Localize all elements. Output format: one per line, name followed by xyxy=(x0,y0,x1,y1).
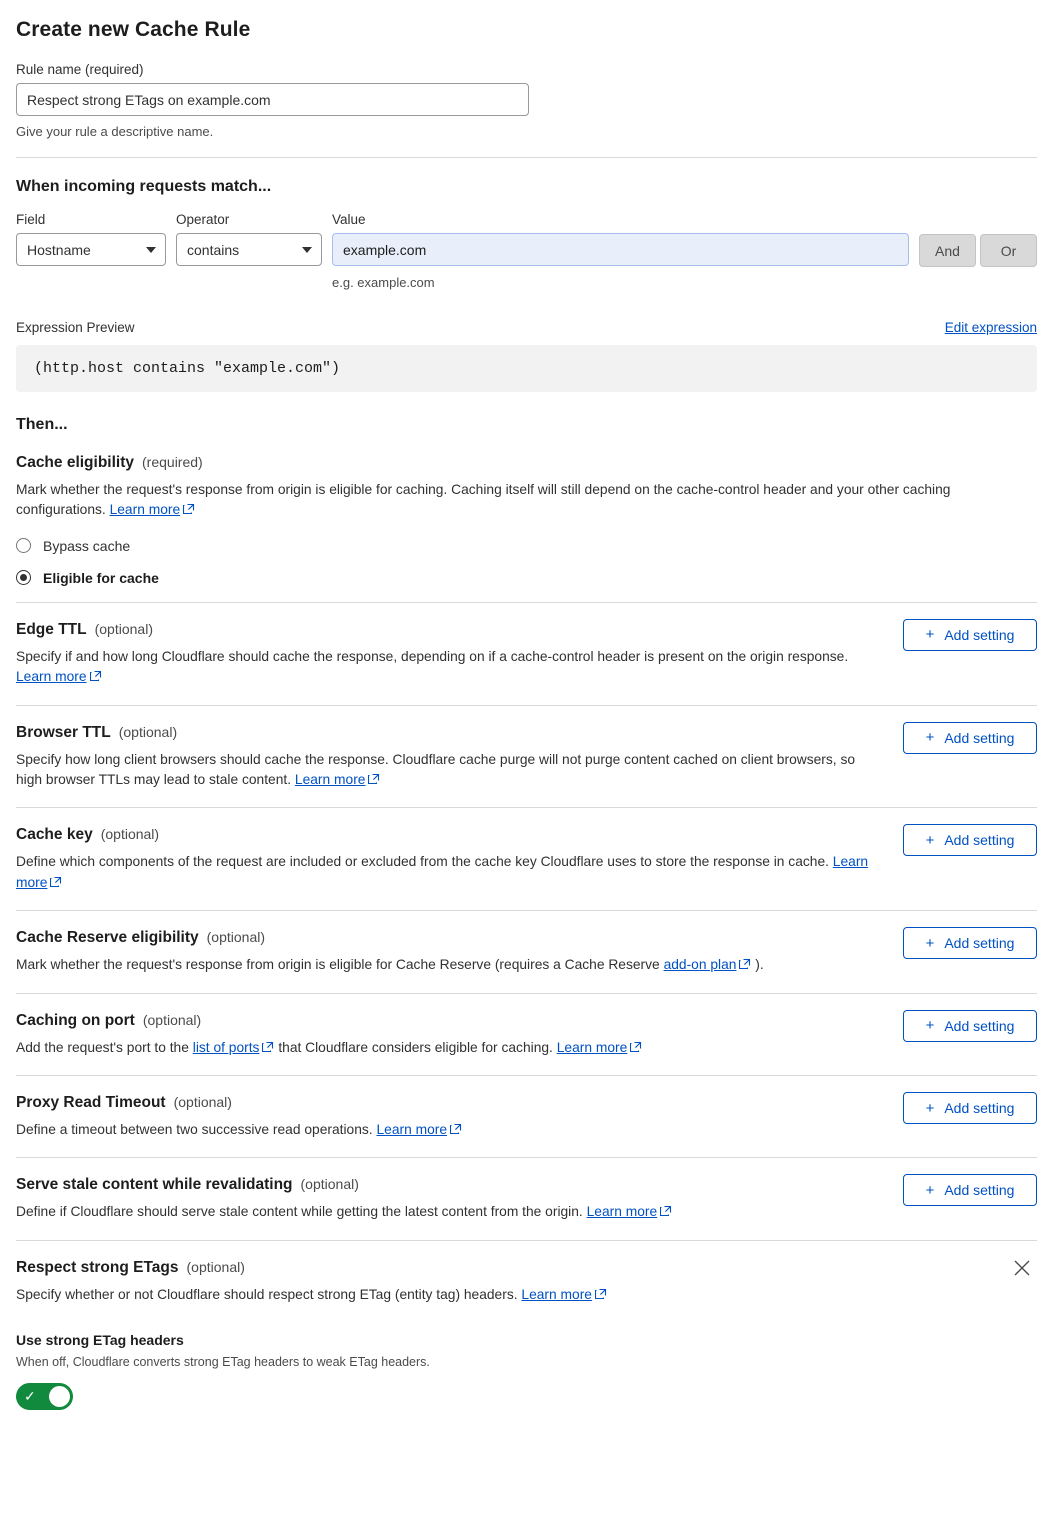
setting-respect-strong-etags xyxy=(16,1240,1037,1426)
edge-ttl-add-setting-label: Add setting xyxy=(944,626,1015,643)
browser-ttl-add-setting-button[interactable] xyxy=(903,722,1037,754)
cache-eligibility-description xyxy=(16,480,1026,522)
use-strong-etag-headers-toggle[interactable] xyxy=(16,1383,73,1410)
external-link-icon xyxy=(450,1121,462,1141)
caching-on-port-learn-more-link[interactable]: Learn more xyxy=(556,1039,628,1055)
divider-rule-name xyxy=(16,157,1037,158)
cache-eligibility-header xyxy=(16,454,1037,472)
plus-icon: + xyxy=(925,729,935,747)
radio-bypass-cache-label: Bypass cache xyxy=(43,537,131,554)
cache-reserve-description-text: Mark whether the request's response from origin is eligible for Cache Reserve (requires a Cache Reserve xyxy=(16,957,660,973)
edge-ttl-description xyxy=(16,647,876,689)
expression-preview-label: Expression Preview xyxy=(16,320,135,335)
caching-on-port-add-setting-button[interactable] xyxy=(903,1010,1037,1042)
browser-ttl-optional-tag: (optional) xyxy=(118,723,178,740)
cache-key-title: Cache key xyxy=(16,826,93,844)
rule-name-label: Rule name (required) xyxy=(16,62,144,77)
proxy-read-timeout-title: Proxy Read Timeout xyxy=(16,1094,166,1112)
match-row xyxy=(16,212,1037,290)
operator-label: Operator xyxy=(176,212,230,227)
edge-ttl-optional-tag: (optional) xyxy=(94,620,153,637)
value-label: Value xyxy=(332,212,366,227)
respect-etags-header xyxy=(16,1259,1037,1277)
radio-eligible-for-cache-indicator xyxy=(16,570,31,585)
cache-key-description xyxy=(16,852,876,894)
plus-icon: + xyxy=(925,1017,935,1035)
remove-setting-close-icon[interactable] xyxy=(1011,1257,1033,1279)
rule-name-group xyxy=(16,62,1037,139)
caching-on-port-list-of-ports-link[interactable]: list of ports xyxy=(192,1039,260,1055)
expression-preview-box: (http.host contains "example.com") xyxy=(16,345,1037,392)
plus-icon: + xyxy=(925,934,935,952)
browser-ttl-description xyxy=(16,750,876,792)
value-column xyxy=(332,212,909,290)
browser-ttl-title: Browser TTL xyxy=(16,723,111,741)
radio-eligible-for-cache-label: Eligible for cache xyxy=(43,569,159,586)
edge-ttl-header xyxy=(16,621,1037,639)
radio-bypass-cache[interactable] xyxy=(16,538,1037,554)
field-select[interactable] xyxy=(16,233,166,266)
expression-header xyxy=(16,320,1037,335)
proxy-read-timeout-add-setting-button[interactable] xyxy=(903,1092,1037,1124)
match-section-heading: When incoming requests match... xyxy=(16,178,272,195)
cache-key-description-text: Define which components of the request are included or excluded from the cache key Cloudflare uses to store the response in cache. xyxy=(16,854,829,870)
respect-etags-description xyxy=(16,1285,876,1306)
check-icon: ✓ xyxy=(24,1388,36,1405)
caching-on-port-description-suffix: that Cloudflare considers eligible for caching. xyxy=(278,1039,553,1055)
proxy-read-timeout-header xyxy=(16,1094,1037,1112)
proxy-read-timeout-description xyxy=(16,1120,876,1141)
cache-reserve-title: Cache Reserve eligibility xyxy=(16,929,199,947)
and-button[interactable]: And xyxy=(919,234,976,267)
field-label: Field xyxy=(16,212,46,227)
setting-cache-eligibility xyxy=(16,454,1037,602)
operator-select-value: contains xyxy=(187,241,240,258)
rule-name-input[interactable] xyxy=(16,83,529,116)
serve-stale-description-text: Define if Cloudflare should serve stale content while getting the latest content from the origin. xyxy=(16,1204,583,1220)
serve-stale-add-setting-label: Add setting xyxy=(944,1182,1015,1199)
external-link-icon xyxy=(183,501,195,521)
cache-key-learn-more-link[interactable]: Learn more xyxy=(16,854,869,890)
setting-serve-stale-content xyxy=(16,1157,1037,1239)
serve-stale-learn-more-link[interactable]: Learn more xyxy=(586,1204,658,1220)
plus-icon: + xyxy=(925,1099,935,1117)
setting-edge-ttl xyxy=(16,602,1037,705)
browser-ttl-add-setting-label: Add setting xyxy=(944,729,1015,746)
setting-browser-ttl xyxy=(16,705,1037,808)
setting-caching-on-port xyxy=(16,993,1037,1075)
cache-key-add-setting-button[interactable] xyxy=(903,824,1037,856)
cache-key-optional-tag: (optional) xyxy=(100,826,160,843)
cache-reserve-description xyxy=(16,955,876,976)
page-title: Create new Cache Rule xyxy=(16,18,251,41)
edge-ttl-learn-more-link[interactable]: Learn more xyxy=(16,669,87,685)
or-button[interactable]: Or xyxy=(980,234,1037,267)
plus-icon: + xyxy=(925,831,935,849)
proxy-read-timeout-learn-more-link[interactable]: Learn more xyxy=(376,1122,448,1138)
chevron-down-icon xyxy=(302,247,312,253)
field-select-value: Hostname xyxy=(27,241,91,258)
external-link-icon xyxy=(50,874,62,894)
edge-ttl-add-setting-button[interactable] xyxy=(903,619,1037,651)
rule-name-hint: Give your rule a descriptive name. xyxy=(16,124,214,139)
caching-on-port-description xyxy=(16,1038,876,1059)
browser-ttl-description-text: Specify how long client browsers should cache the response. Cloudflare cache purge will not purge content cached on client browsers, so high browser TTLs may lead to stale content. xyxy=(16,751,856,788)
cache-reserve-header xyxy=(16,929,1037,947)
external-link-icon xyxy=(595,1286,607,1306)
external-link-icon xyxy=(368,771,380,791)
respect-etags-title: Respect strong ETags xyxy=(16,1258,179,1276)
caching-on-port-description-text: Add the request's port to the xyxy=(16,1039,189,1055)
cache-reserve-description-suffix: ). xyxy=(755,957,764,973)
cache-reserve-add-setting-label: Add setting xyxy=(944,935,1015,952)
serve-stale-title: Serve stale content while revalidating xyxy=(16,1176,293,1194)
proxy-read-timeout-optional-tag: (optional) xyxy=(173,1094,232,1111)
operator-select[interactable] xyxy=(176,233,322,266)
browser-ttl-learn-more-link[interactable]: Learn more xyxy=(294,772,366,788)
chevron-down-icon xyxy=(146,247,156,253)
cache-eligibility-required-tag: (required) xyxy=(142,454,203,470)
cache-eligibility-title: Cache eligibility xyxy=(16,454,135,471)
caching-on-port-optional-tag: (optional) xyxy=(142,1011,202,1028)
value-input[interactable] xyxy=(332,233,909,266)
and-or-group xyxy=(919,234,1037,267)
plus-icon: + xyxy=(925,626,935,644)
external-link-icon xyxy=(630,1039,642,1059)
serve-stale-header xyxy=(16,1176,1037,1194)
external-link-icon xyxy=(90,668,102,688)
edge-ttl-description-text: Specify if and how long Cloudflare should cache the response, depending on if a cache-control header is present on the origin response. xyxy=(16,648,849,664)
edge-ttl-title: Edge TTL xyxy=(16,620,87,638)
serve-stale-description xyxy=(16,1202,876,1223)
cache-key-header xyxy=(16,826,1037,844)
setting-proxy-read-timeout xyxy=(16,1075,1037,1157)
edit-expression-link[interactable]: Edit expression xyxy=(944,320,1037,335)
radio-bypass-cache-indicator xyxy=(16,538,31,553)
external-link-icon xyxy=(262,1039,274,1059)
proxy-read-timeout-description-text: Define a timeout between two successive read operations. xyxy=(16,1122,373,1138)
use-strong-etag-headers-description: When off, Cloudflare converts strong ETag headers to weak ETag headers. xyxy=(16,1355,430,1370)
cache-reserve-add-setting-button[interactable] xyxy=(903,927,1037,959)
respect-etags-optional-tag: (optional) xyxy=(186,1258,245,1275)
serve-stale-optional-tag: (optional) xyxy=(300,1176,359,1193)
external-link-icon xyxy=(660,1203,672,1223)
field-column xyxy=(16,212,166,266)
cache-eligibility-description-text: Mark whether the request's response from origin is eligible for caching. Caching itself will still depend on the cache-control header and your other caching configurations. xyxy=(16,482,951,518)
cache-eligibility-learn-more-link[interactable]: Learn more xyxy=(109,502,181,518)
setting-cache-key xyxy=(16,807,1037,910)
cache-reserve-optional-tag: (optional) xyxy=(206,929,266,946)
cache-reserve-add-on-plan-link[interactable]: add-on plan xyxy=(663,957,737,973)
setting-cache-reserve-eligibility xyxy=(16,910,1037,992)
value-hint: e.g. example.com xyxy=(332,275,435,290)
then-heading: Then... xyxy=(16,416,68,433)
browser-ttl-header xyxy=(16,724,1037,742)
operator-column xyxy=(176,212,322,266)
radio-eligible-for-cache[interactable] xyxy=(16,570,1037,586)
toggle-knob xyxy=(49,1386,70,1407)
respect-etags-learn-more-link[interactable]: Learn more xyxy=(521,1286,592,1302)
proxy-read-timeout-add-setting-label: Add setting xyxy=(944,1100,1015,1117)
caching-on-port-add-setting-label: Add setting xyxy=(944,1017,1015,1034)
caching-on-port-header xyxy=(16,1012,1037,1030)
plus-icon: + xyxy=(925,1181,935,1199)
caching-on-port-title: Caching on port xyxy=(16,1011,135,1029)
use-strong-etag-headers-label: Use strong ETag headers xyxy=(16,1332,184,1349)
respect-etags-description-text: Specify whether or not Cloudflare should respect strong ETag (entity tag) headers. xyxy=(16,1286,518,1302)
serve-stale-add-setting-button[interactable] xyxy=(903,1174,1037,1206)
external-link-icon xyxy=(739,956,751,976)
cache-key-add-setting-label: Add setting xyxy=(944,832,1015,849)
